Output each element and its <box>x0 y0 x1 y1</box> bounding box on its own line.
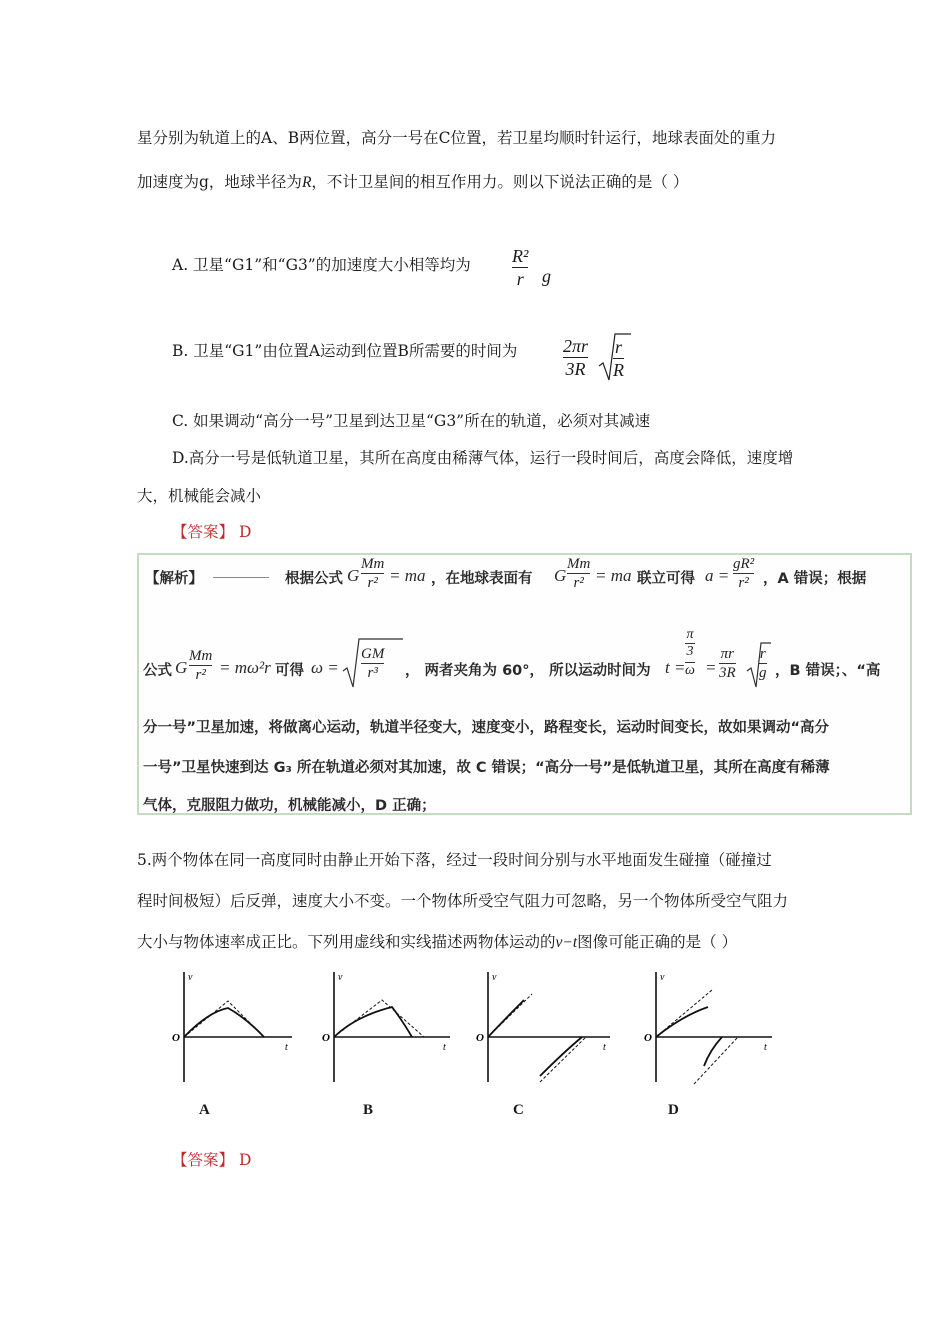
vt-graph-b <box>320 970 455 1090</box>
analysis-frac-GM: GM r³ <box>361 646 385 681</box>
svg-text:t: t <box>764 1042 767 1053</box>
graph-label-a: A <box>199 1102 210 1118</box>
q5-line3 <box>137 932 737 953</box>
option-b: B. 卫星“G1”由位置A运动到位置B所需要的时间为 <box>172 342 518 360</box>
q4-stem-line1: 星分别为轨道上的A、B两位置，高分一号在C位置，若卫星均顺时针运行，地球表面处的重力 <box>137 129 776 147</box>
svg-text:v: v <box>660 972 665 983</box>
analysis-frac-pi3-omega: π 3 ω <box>685 627 695 678</box>
analysis-l2-c: ， 两者夹角为 60°， 所以运动时间为 <box>405 663 651 679</box>
analysis-strikeline <box>213 577 269 578</box>
svg-text:O: O <box>172 1032 180 1044</box>
analysis-t-eq: t = <box>665 658 686 677</box>
vt-graph-a <box>170 970 295 1090</box>
analysis-eq-ma-1: = ma <box>389 566 426 585</box>
answer-value: D <box>238 523 252 541</box>
svg-text:O: O <box>476 1032 484 1044</box>
analysis-omega-eq: ω = <box>311 658 339 677</box>
analysis-l5: 气体，克服阻力做功，机械能减小，D 正确； <box>143 798 436 814</box>
analysis-l2-b: 可得 <box>275 663 304 679</box>
analysis-G: G <box>347 566 360 585</box>
svg-text:O: O <box>644 1032 652 1044</box>
analysis-l1-a: 根据公式 <box>285 571 343 587</box>
svg-text:t: t <box>285 1042 288 1053</box>
option-c: C. 如果调动“高分一号”卫星到达卫星“G3”所在的轨道，必须对其减速 <box>172 412 651 430</box>
option-b-sqrt-numerator: r <box>614 337 622 357</box>
analysis-frac-r-g: r g <box>759 646 767 681</box>
q4-stem-line2-a: 加速度为g，地球半径为 <box>137 173 302 191</box>
analysis-frac-gR2: gR² r² <box>733 556 755 591</box>
analysis-frac-mm-1: Mm r² <box>361 556 385 591</box>
svg-text:v: v <box>492 972 497 983</box>
q5-line3-b: 图像可能正确的是（ ） <box>577 933 738 951</box>
q5-line2: 程时间极短）后反弹，速度大小不变。一个物体所受空气阻力可忽略，另一个物体所受空气阻力 <box>137 892 789 910</box>
analysis-box <box>137 553 912 815</box>
analysis-l2-a: 公式 <box>143 663 172 679</box>
q5-answer <box>172 1150 251 1170</box>
svg-text:t: t <box>443 1042 446 1053</box>
answer-value: D <box>238 1151 252 1169</box>
option-b-fraction <box>563 335 588 380</box>
vt-graph-c <box>474 970 614 1090</box>
q4-stem-line2-b: ，不计卫星间的相互作用力。则以下说法正确的是（ ） <box>311 173 689 191</box>
analysis-eq-mw2r: = mω²r <box>219 658 271 677</box>
q5-line3-a: 大小与物体速率成正比。下列用虚线和实线描述两物体运动的 <box>137 933 556 951</box>
analysis-l4: 一号”卫星快速到达 G₃ 所在轨道必须对其加速，故 C 错误；“高分一号”是低轨道卫星，其所在高度有稀薄 <box>143 760 830 776</box>
option-a-fraction <box>512 245 528 290</box>
vt-symbol: v−t <box>555 934 578 951</box>
analysis-l1-d: ，A 错误；根据 <box>763 571 867 587</box>
analysis-l2-d: ，B 错误；、“高 <box>775 663 881 679</box>
analysis-G-2: G <box>554 566 567 585</box>
option-d-line1: D.高分一号是低轨道卫星，其所在高度由稀薄气体，运行一段时间后，高度会降低，速度增 <box>172 449 794 467</box>
option-a-numerator: R² <box>512 246 529 266</box>
graph-label-b: B <box>363 1102 374 1118</box>
option-b-sqrt-fraction <box>613 336 624 381</box>
q4-stem-line2 <box>137 172 688 193</box>
answer-label: 【答案】 <box>172 1151 235 1169</box>
option-a-g: g <box>542 266 551 286</box>
analysis-frac-mm-2: Mm r² <box>567 556 591 591</box>
vt-graph-d <box>642 970 777 1090</box>
option-b-sqrt-denominator: R <box>613 360 624 380</box>
option-b-denominator: 3R <box>565 359 586 379</box>
option-a: A. 卫星“G1”和“G3”的加速度大小相等均为 <box>172 256 471 274</box>
earth-radius-symbol: R <box>301 174 312 191</box>
analysis-eq-ma-2: = ma <box>595 566 632 585</box>
analysis-frac-pir: πr 3R <box>719 646 736 681</box>
option-d-line2: 大，机械能会减小 <box>137 487 262 505</box>
analysis-G-3: G <box>175 658 188 677</box>
analysis-l3: 分一号”卫星加速，将做离心运动，轨道半径变大，速度变小，路程变长，运动时间变长，故如果调动“高分 <box>143 720 830 736</box>
svg-text:v: v <box>338 972 343 983</box>
q5-line1: 5.两个物体在同一高度同时由静止开始下落，经过一段时间分别与水平地面发生碰撞（碰撞过 <box>137 851 772 869</box>
option-b-numerator: 2πr <box>563 336 589 356</box>
option-a-denominator: r <box>516 269 524 289</box>
analysis-eq-2: = <box>705 658 717 677</box>
q4-answer <box>172 522 251 542</box>
answer-label: 【答案】 <box>172 523 235 541</box>
svg-text:v: v <box>188 972 193 983</box>
analysis-label: 【解析】 <box>145 571 203 587</box>
svg-text:t: t <box>603 1042 606 1053</box>
analysis-a-eq: a = <box>705 566 730 585</box>
graph-label-c: C <box>513 1102 524 1118</box>
analysis-l1-b: ，在地球表面有 <box>431 571 533 587</box>
svg-text:O: O <box>322 1032 330 1044</box>
analysis-l1-c: 联立可得 <box>637 571 695 587</box>
graph-label-d: D <box>668 1102 679 1118</box>
analysis-frac-mm-3: Mm r² <box>189 648 213 683</box>
